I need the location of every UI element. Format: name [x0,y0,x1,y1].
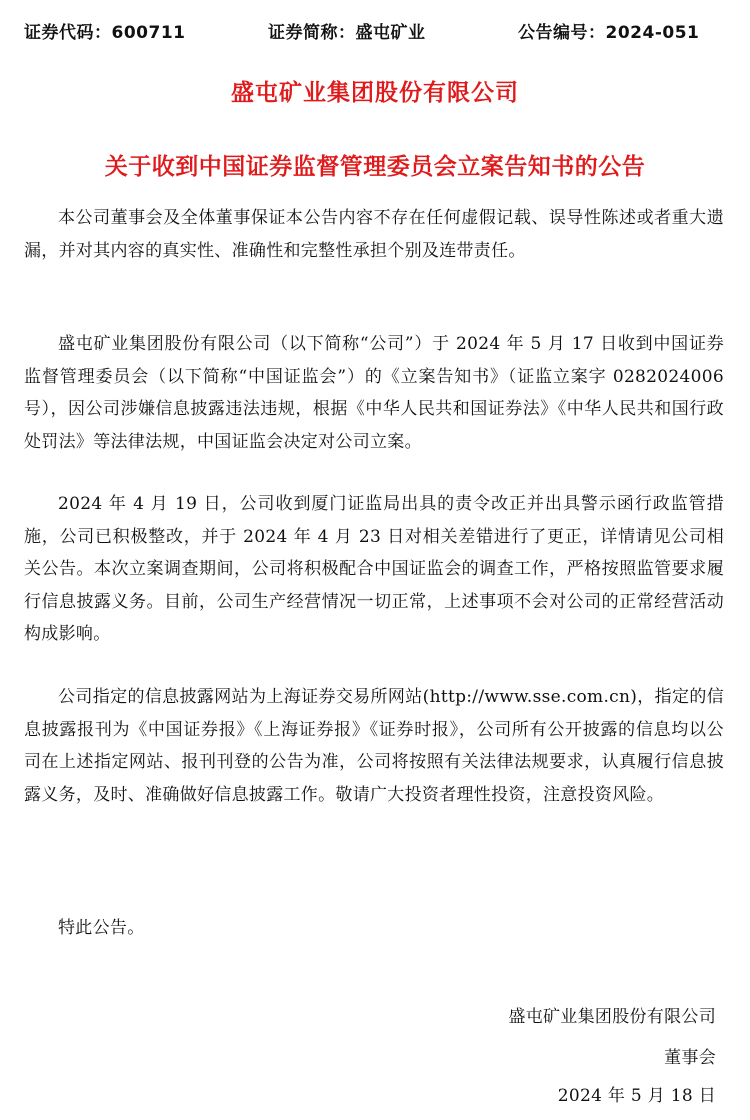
closing-statement: 特此公告。 [58,918,145,938]
notice-number: 公告编号：2024-051 [518,23,700,43]
disclaimer-paragraph: 本公司董事会及全体董事保证本公告内容不存在任何虚假记载、误导性陈述或者重大遗漏，并对其内容的真实性、准确性和完整性承担个别及连带责任。 [24,208,724,261]
signature-date: 2024 年 5 月 18 日 [557,1086,716,1106]
signature-board: 董事会 [664,1048,716,1068]
stock-short-name: 证券简称：盛屯矿业 [268,23,426,43]
body-paragraph-disclosure-media: 公司指定的信息披露网站为上海证券交易所网站(http://www.sse.com.cn)，指定的信息披露报刊为《中国证券报》《上海证券报》《证券时报》，公司所有公开披露的信息均以公司在上述指定网站、报刊刊登的公告为准，公司将按照有关法律法规要求，认真履行信息披露义务，及时、准确做好信息披露工作。敬请广大投资者理性投资，注意投资风险。 [24,687,724,805]
company-title: 盛屯矿业集团股份有限公司 [231,80,519,106]
stock-code: 证券代码：600711 [24,23,186,43]
body-paragraph-rectification: 2024 年 4 月 19 日，公司收到厦门证监局出具的责令改正并出具警示函行政监管措施，公司已积极整改，并于 2024 年 4 月 23 日对相关差错进行了更正，详情请见公司相关公告。本次立案调查期间，公司将积极配合中国证监会的调查工作，严格按照监管要求履行信息披露义务。目前，公司生产经营情况一切正常，上述事项不会对公司的正常经营活动构成影响。 [24,494,724,644]
notice-title: 关于收到中国证券监督管理委员会立案告知书的公告 [104,154,646,180]
signature-company: 盛屯矿业集团股份有限公司 [508,1007,716,1027]
body-paragraph-case-filing: 盛屯矿业集团股份有限公司（以下简称“公司”）于 2024 年 5 月 17 日收到中国证券监督管理委员会（以下简称“中国证监会”）的《立案告知书》（证监立案字 0282024006 号），因公司涉嫌信息披露违法违规，根据《中华人民共和国证券法》《中华人民共和国行政处罚法》等法律法规，中国证监会决定对公司立案。 [24,334,724,452]
document-header [0,18,750,46]
